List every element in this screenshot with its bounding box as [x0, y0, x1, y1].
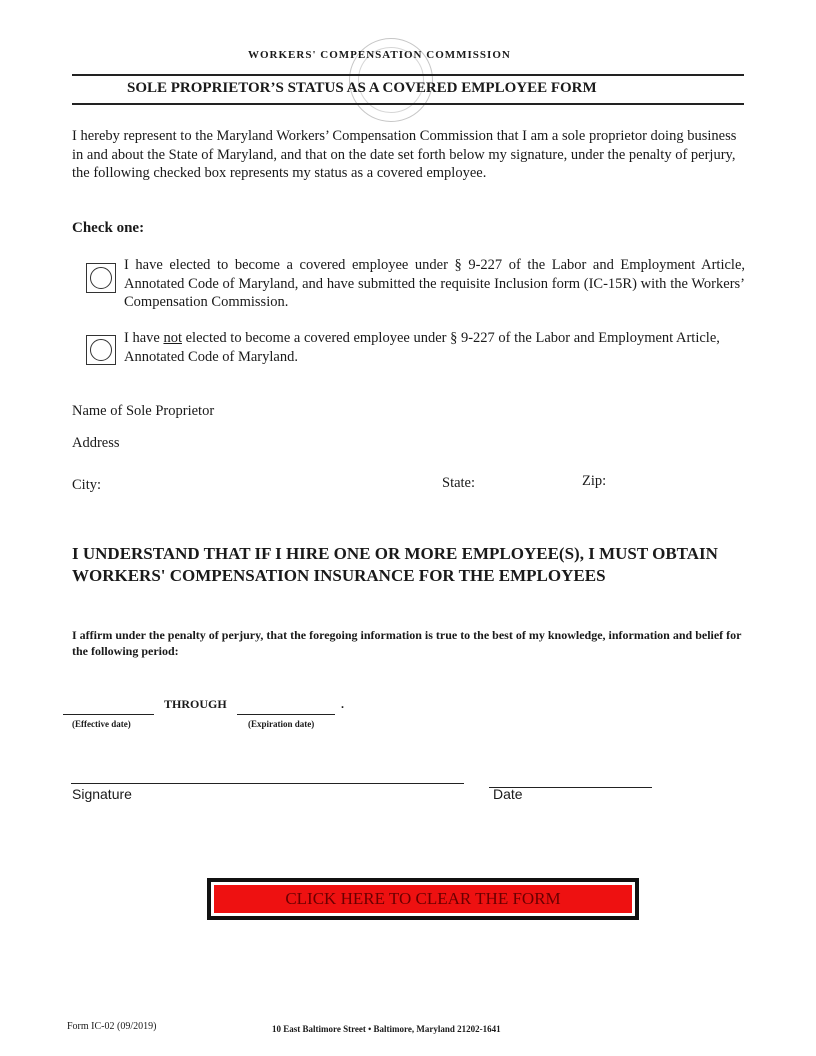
address-input[interactable] [136, 434, 748, 454]
option-covered-checkbox[interactable] [86, 263, 116, 293]
date-input[interactable] [489, 768, 656, 788]
zip-input[interactable] [614, 472, 748, 492]
city-input[interactable] [112, 476, 436, 496]
city-label: City: [72, 477, 102, 493]
affirmation-text: I affirm under the penalty of perjury, that the foregoing information is true to the best of my knowledge, information and belief for the following period: [72, 628, 742, 658]
signature-line [71, 783, 464, 784]
commission-name: WORKERS' COMPENSATION COMMISSION [248, 49, 511, 61]
clear-form-label: CLICK HERE TO CLEAR THE FORM [214, 885, 632, 913]
name-label: Name of Sole Proprietor [72, 403, 215, 419]
intro-paragraph: I hereby represent to the Maryland Workers’ Compensation Commission that I am a sole proprietor doing business in and about the State of Maryland, and that on the date set forth below my signature, under the penalty of perjury, the following checked box represents my status as a covered employee. [72, 128, 737, 181]
option-not-covered-text [124, 329, 745, 366]
radio-circle-icon [90, 339, 112, 361]
through-label: THROUGH [164, 697, 227, 711]
effective-date-label: (Effective date) [72, 719, 131, 729]
expiration-date-line [237, 714, 335, 715]
option-covered-text: I have elected to become a covered employee under § 9-227 of the Labor and Employment Article, Annotated Code of Maryland, and have submitted the requisite Inclusion form (IC-15R) with the Workers’ Compensation Commission. [124, 257, 745, 310]
effective-date-input[interactable] [63, 696, 158, 716]
expiration-date-input[interactable] [237, 696, 339, 716]
period-end: . [341, 697, 344, 711]
name-input[interactable] [236, 402, 748, 422]
check-one-label: Check one: [72, 220, 145, 236]
option-not-covered-checkbox[interactable] [86, 335, 116, 365]
zip-label: Zip: [582, 473, 607, 489]
date-label: Date [493, 786, 523, 802]
option-not-covered-not: not [163, 330, 182, 346]
expiration-date-label: (Expiration date) [248, 719, 315, 729]
state-label: State: [442, 475, 476, 491]
form-id: Form IC-02 (09/2019) [67, 1021, 157, 1032]
radio-circle-icon [90, 267, 112, 289]
form-title: SOLE PROPRIETOR’S STATUS AS A COVERED EMPLOYEE FORM [127, 80, 597, 96]
option-not-covered-suffix: elected to become a covered employee under § 9-227 of the Labor and Employment Article, Annotated Code of Maryland. [124, 330, 720, 365]
state-input[interactable] [484, 474, 578, 494]
option-not-covered-prefix: I have [124, 330, 164, 346]
effective-date-line [63, 714, 154, 715]
insurance-notice: I UNDERSTAND THAT IF I HIRE ONE OR MORE EMPLOYEE(S), I MUST OBTAIN WORKERS' COMPENSATION INSURANCE FOR THE EMPLOYEES [72, 544, 718, 585]
title-rule [72, 103, 744, 105]
signature-label: Signature [72, 786, 132, 802]
top-rule [72, 74, 744, 76]
commission-address: 10 East Baltimore Street • Baltimore, Maryland 21202-1641 [272, 1024, 501, 1034]
clear-form-button[interactable] [207, 878, 639, 920]
address-label: Address [72, 435, 120, 451]
